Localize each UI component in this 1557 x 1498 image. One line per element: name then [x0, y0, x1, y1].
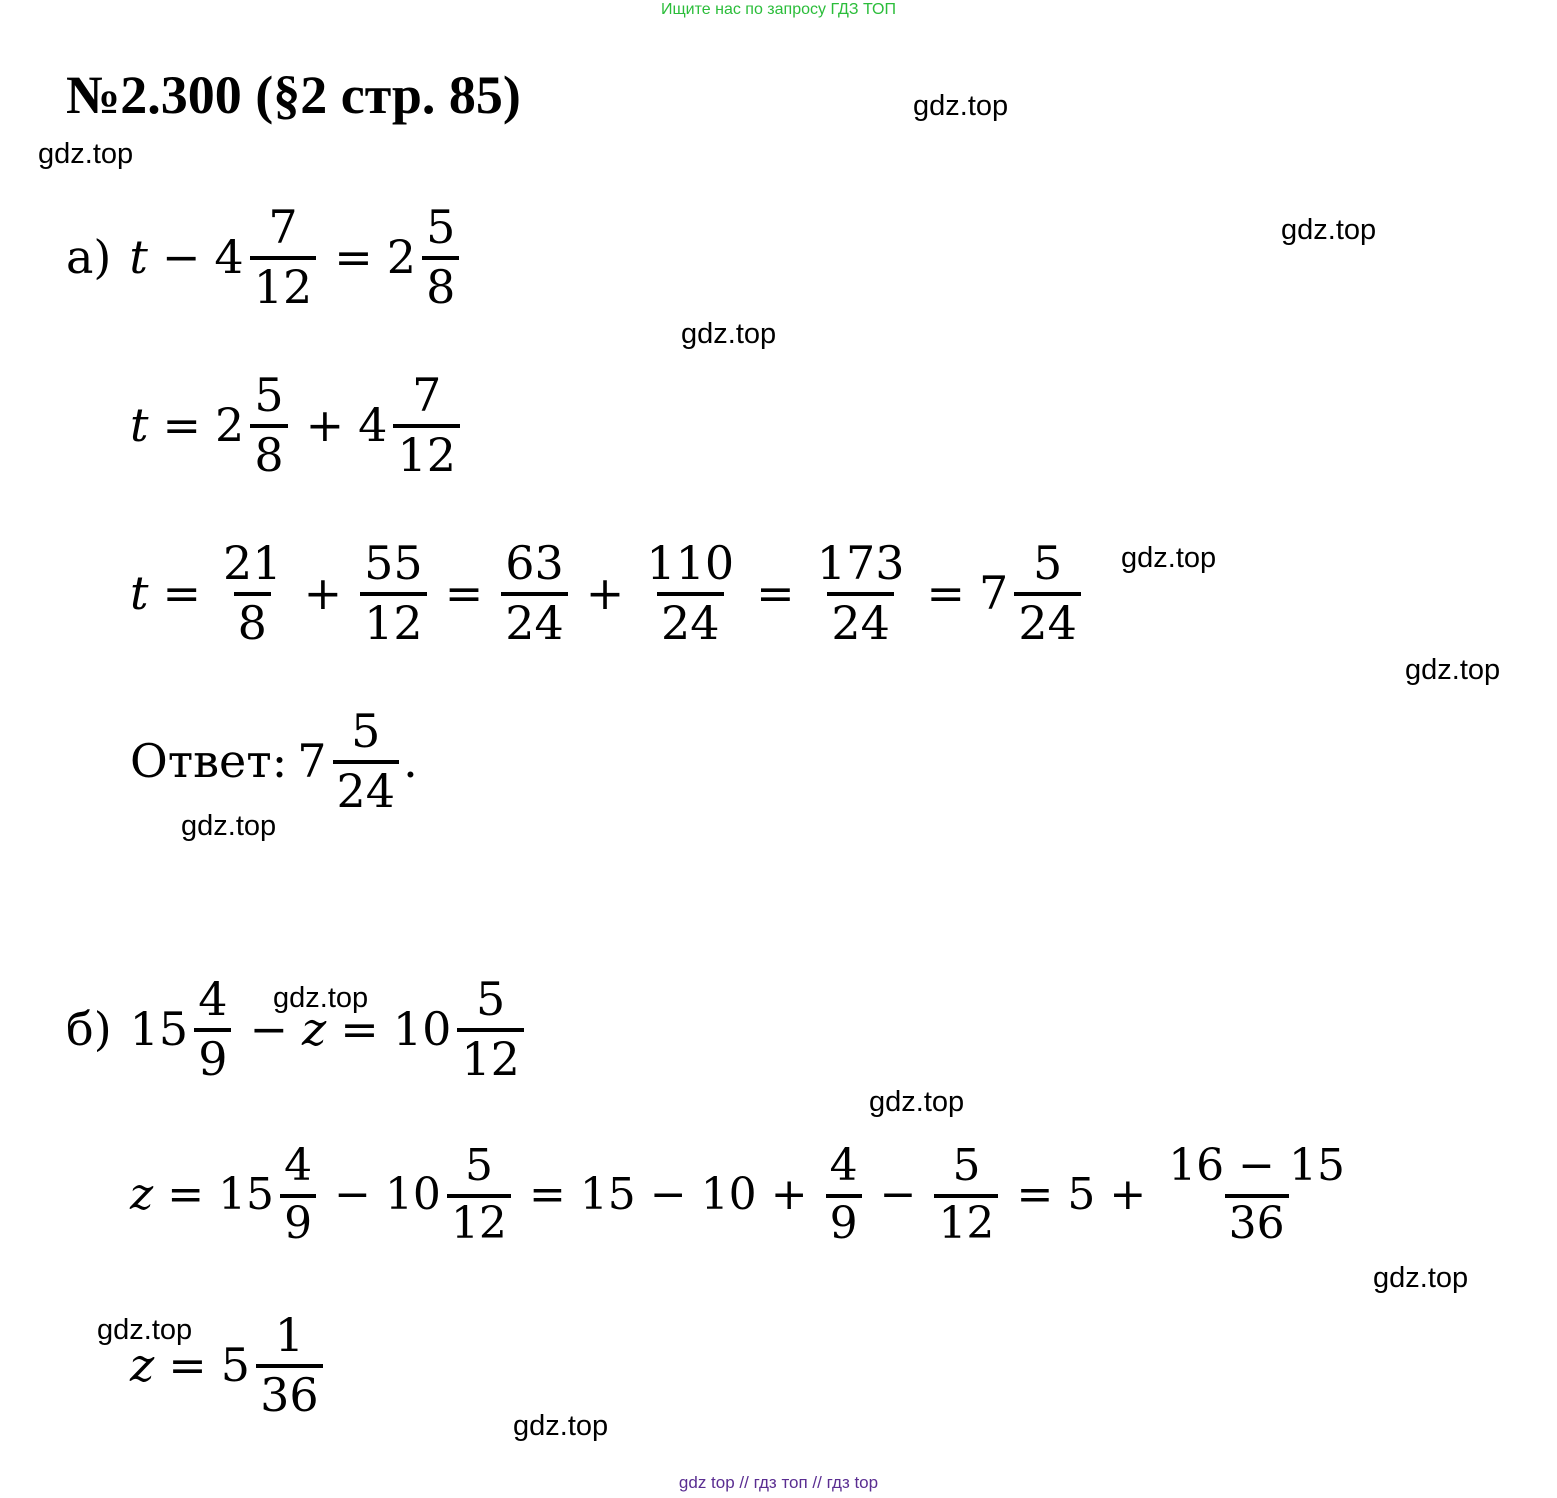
denominator: 12: [250, 256, 317, 310]
numerator: 173: [816, 536, 905, 590]
operator: =: [340, 1002, 379, 1056]
period: .: [403, 734, 418, 788]
watermark: gdz.top: [913, 90, 1009, 122]
numerator: 16 − 15: [1168, 1140, 1346, 1191]
operator: =: [162, 398, 202, 452]
variable: z: [302, 1002, 327, 1056]
answer-label: Ответ:: [130, 734, 288, 788]
part-a-step-1: [130, 368, 464, 482]
fraction: [826, 1140, 862, 1249]
fraction: [642, 536, 738, 650]
operator: −: [161, 230, 201, 284]
operator: =: [926, 566, 966, 620]
operator: =: [528, 1169, 566, 1220]
operator: =: [1016, 1169, 1054, 1220]
whole-number: 10: [392, 1002, 452, 1056]
fraction: [934, 1140, 998, 1249]
numerator: 5: [952, 1140, 981, 1191]
part-a-equation: [66, 200, 463, 314]
numerator: 5: [464, 1140, 493, 1191]
numerator: 7: [268, 200, 298, 254]
numerator: 4: [284, 1140, 313, 1191]
part-a-label: а): [66, 230, 112, 284]
fraction: [422, 200, 459, 314]
variable: t: [129, 230, 148, 284]
fraction: [501, 536, 568, 650]
variable: t: [130, 398, 149, 452]
fraction: [1164, 1140, 1349, 1249]
part-a-answer: [130, 704, 418, 818]
operator: +: [585, 566, 625, 620]
watermark: gdz.top: [273, 982, 369, 1014]
denominator: 8: [250, 424, 287, 478]
operator: −: [249, 1002, 289, 1056]
denominator: 12: [360, 592, 427, 646]
top-banner: Ищите нас по запросу ГДЗ ТОП: [661, 1, 896, 18]
whole-number: 15: [218, 1169, 275, 1220]
variable: z: [130, 1338, 155, 1392]
watermark: gdz.top: [181, 810, 277, 842]
operator: =: [167, 1169, 205, 1220]
watermark: gdz.top: [681, 318, 777, 350]
watermark: gdz.top: [513, 1410, 609, 1442]
fraction: [457, 972, 524, 1086]
operator: −: [879, 1169, 917, 1220]
part-a-step-2: [130, 536, 1085, 650]
fraction: [447, 1140, 511, 1249]
numerator: 110: [646, 536, 735, 590]
denominator: 36: [256, 1364, 323, 1418]
denominator: 8: [422, 256, 459, 310]
watermark: gdz.top: [38, 138, 134, 170]
whole-number: 5: [220, 1338, 251, 1392]
numerator: 7: [412, 368, 442, 422]
denominator: 9: [194, 1028, 231, 1082]
denominator: 24: [501, 592, 568, 646]
numerator: 4: [829, 1140, 858, 1191]
denominator: 36: [1225, 1194, 1289, 1246]
operator: −: [334, 1169, 371, 1220]
fraction: [360, 536, 427, 650]
variable: t: [130, 566, 149, 620]
whole-number: 10: [384, 1169, 441, 1220]
operator: =: [162, 566, 202, 620]
numerator: 63: [505, 536, 564, 590]
denominator: 9: [826, 1194, 862, 1246]
numerator: 5: [426, 200, 456, 254]
number: 15: [579, 1169, 636, 1220]
variable: z: [130, 1169, 154, 1220]
fraction: [250, 368, 287, 482]
watermark: gdz.top: [1281, 214, 1377, 246]
operator: =: [334, 230, 373, 284]
fraction: [194, 972, 231, 1086]
number: 5: [1067, 1169, 1096, 1220]
footer-links: gdz top // гдз топ // гдз top: [678, 1473, 879, 1492]
whole-number: 4: [358, 398, 388, 452]
number: 10: [700, 1169, 757, 1220]
denominator: 8: [234, 592, 271, 646]
numerator: 4: [198, 972, 228, 1026]
watermark: gdz.top: [1121, 542, 1217, 574]
denominator: 12: [934, 1194, 998, 1246]
denominator: 24: [657, 592, 724, 646]
whole-number: 7: [297, 734, 327, 788]
operator: +: [303, 566, 343, 620]
fraction: [250, 200, 317, 314]
operator: =: [444, 566, 484, 620]
watermark: gdz.top: [869, 1086, 965, 1118]
operator: =: [168, 1338, 207, 1392]
operator: +: [305, 398, 345, 452]
operator: =: [756, 566, 795, 620]
fraction: [333, 704, 400, 818]
whole-number: 15: [129, 1002, 189, 1056]
page-title: №2.300 (§2 стр. 85): [66, 65, 521, 125]
part-b-step-1: [130, 1140, 1353, 1249]
numerator: 5: [1032, 536, 1063, 590]
fraction: [813, 536, 909, 650]
whole-number: 2: [386, 230, 417, 284]
numerator: 5: [254, 368, 284, 422]
part-b-label: б): [66, 1002, 112, 1056]
fraction: [280, 1140, 316, 1249]
numerator: 21: [223, 536, 282, 590]
part-b-equation: [66, 972, 528, 1086]
denominator: 9: [280, 1194, 316, 1246]
whole-number: 4: [214, 230, 244, 284]
whole-number: 2: [215, 398, 245, 452]
denominator: 24: [827, 592, 894, 646]
fraction: [393, 368, 460, 482]
operator: −: [649, 1169, 687, 1220]
numerator: 5: [351, 704, 381, 758]
operator: +: [770, 1169, 808, 1220]
part-b-result: [130, 1308, 327, 1422]
denominator: 12: [457, 1028, 524, 1082]
numerator: 55: [364, 536, 423, 590]
denominator: 24: [1014, 592, 1081, 646]
watermark: gdz.top: [1405, 654, 1501, 686]
denominator: 24: [333, 760, 400, 814]
whole-number: 7: [979, 566, 1009, 620]
watermark: gdz.top: [97, 1314, 193, 1346]
numerator: 5: [475, 972, 506, 1026]
numerator: 1: [274, 1308, 304, 1362]
fraction: [256, 1308, 323, 1422]
operator: +: [1109, 1169, 1147, 1220]
fraction: [219, 536, 286, 650]
fraction: [1014, 536, 1081, 650]
denominator: 12: [447, 1194, 511, 1246]
denominator: 12: [393, 424, 460, 478]
watermark: gdz.top: [1373, 1262, 1469, 1294]
